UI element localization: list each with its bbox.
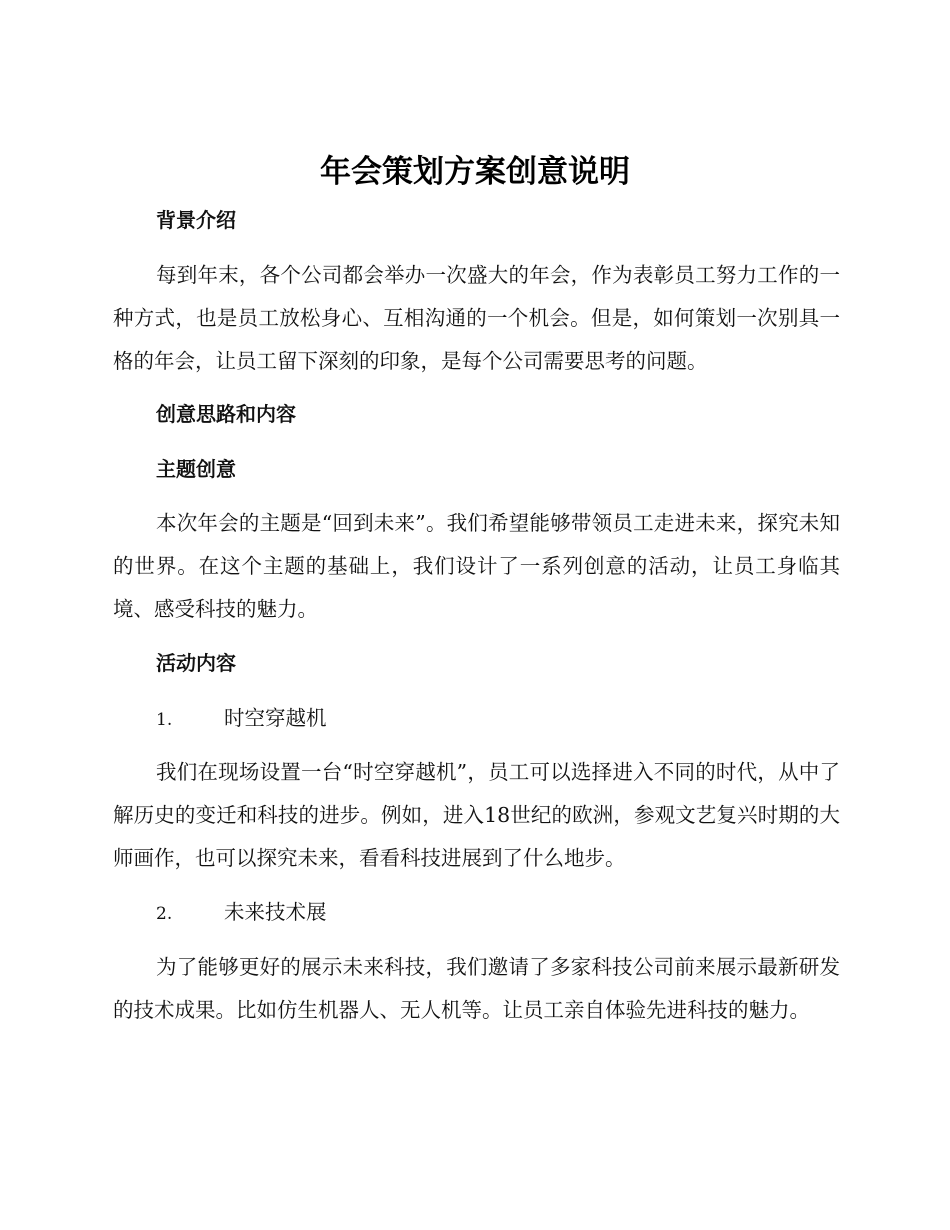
- list-item-title: 时空穿越机: [224, 706, 327, 730]
- paragraph-future-tech: 为了能够更好的展示未来科技，我们邀请了多家科技公司前来展示最新研发的技术成果。比如仿生机器人、无人机等。让员工亲自体验先进科技的魅力。: [113, 955, 840, 1022]
- list-item-future-tech: [156, 898, 327, 928]
- list-number: 2.: [156, 904, 173, 924]
- section-heading-background: 背景介绍: [156, 208, 236, 232]
- list-item-time-machine: [156, 704, 327, 734]
- paragraph-theme: 本次年会的主题是“回到未来”。我们希望能够带领员工走进未来，探究未知的世界。在这个主题的基础上，我们设计了一系列创意的活动，让员工身临其境、感受科技的魅力。: [113, 511, 840, 621]
- list-item-title: 未来技术展: [224, 900, 327, 924]
- paragraph-background: 每到年末，各个公司都会举办一次盛大的年会，作为表彰员工努力工作的一种方式，也是员工放松身心、互相沟通的一个机会。但是，如何策划一次别具一格的年会，让员工留下深刻的印象，是每个公司需要思考的问题。: [113, 263, 840, 373]
- document-title: 年会策划方案创意说明: [320, 154, 630, 190]
- paragraph-time-machine: 我们在现场设置一台“时空穿越机”，员工可以选择进入不同的时代，从中了解历史的变迁和科技的进步。例如，进入18世纪的欧洲，参观文艺复兴时期的大师画作，也可以探究未来，看看科技进展到了什么地步。: [113, 760, 840, 870]
- section-heading-activities: 活动内容: [156, 651, 236, 675]
- section-heading-theme: 主题创意: [156, 457, 236, 481]
- list-number: 1.: [156, 710, 173, 730]
- section-heading-ideas: 创意思路和内容: [156, 402, 296, 426]
